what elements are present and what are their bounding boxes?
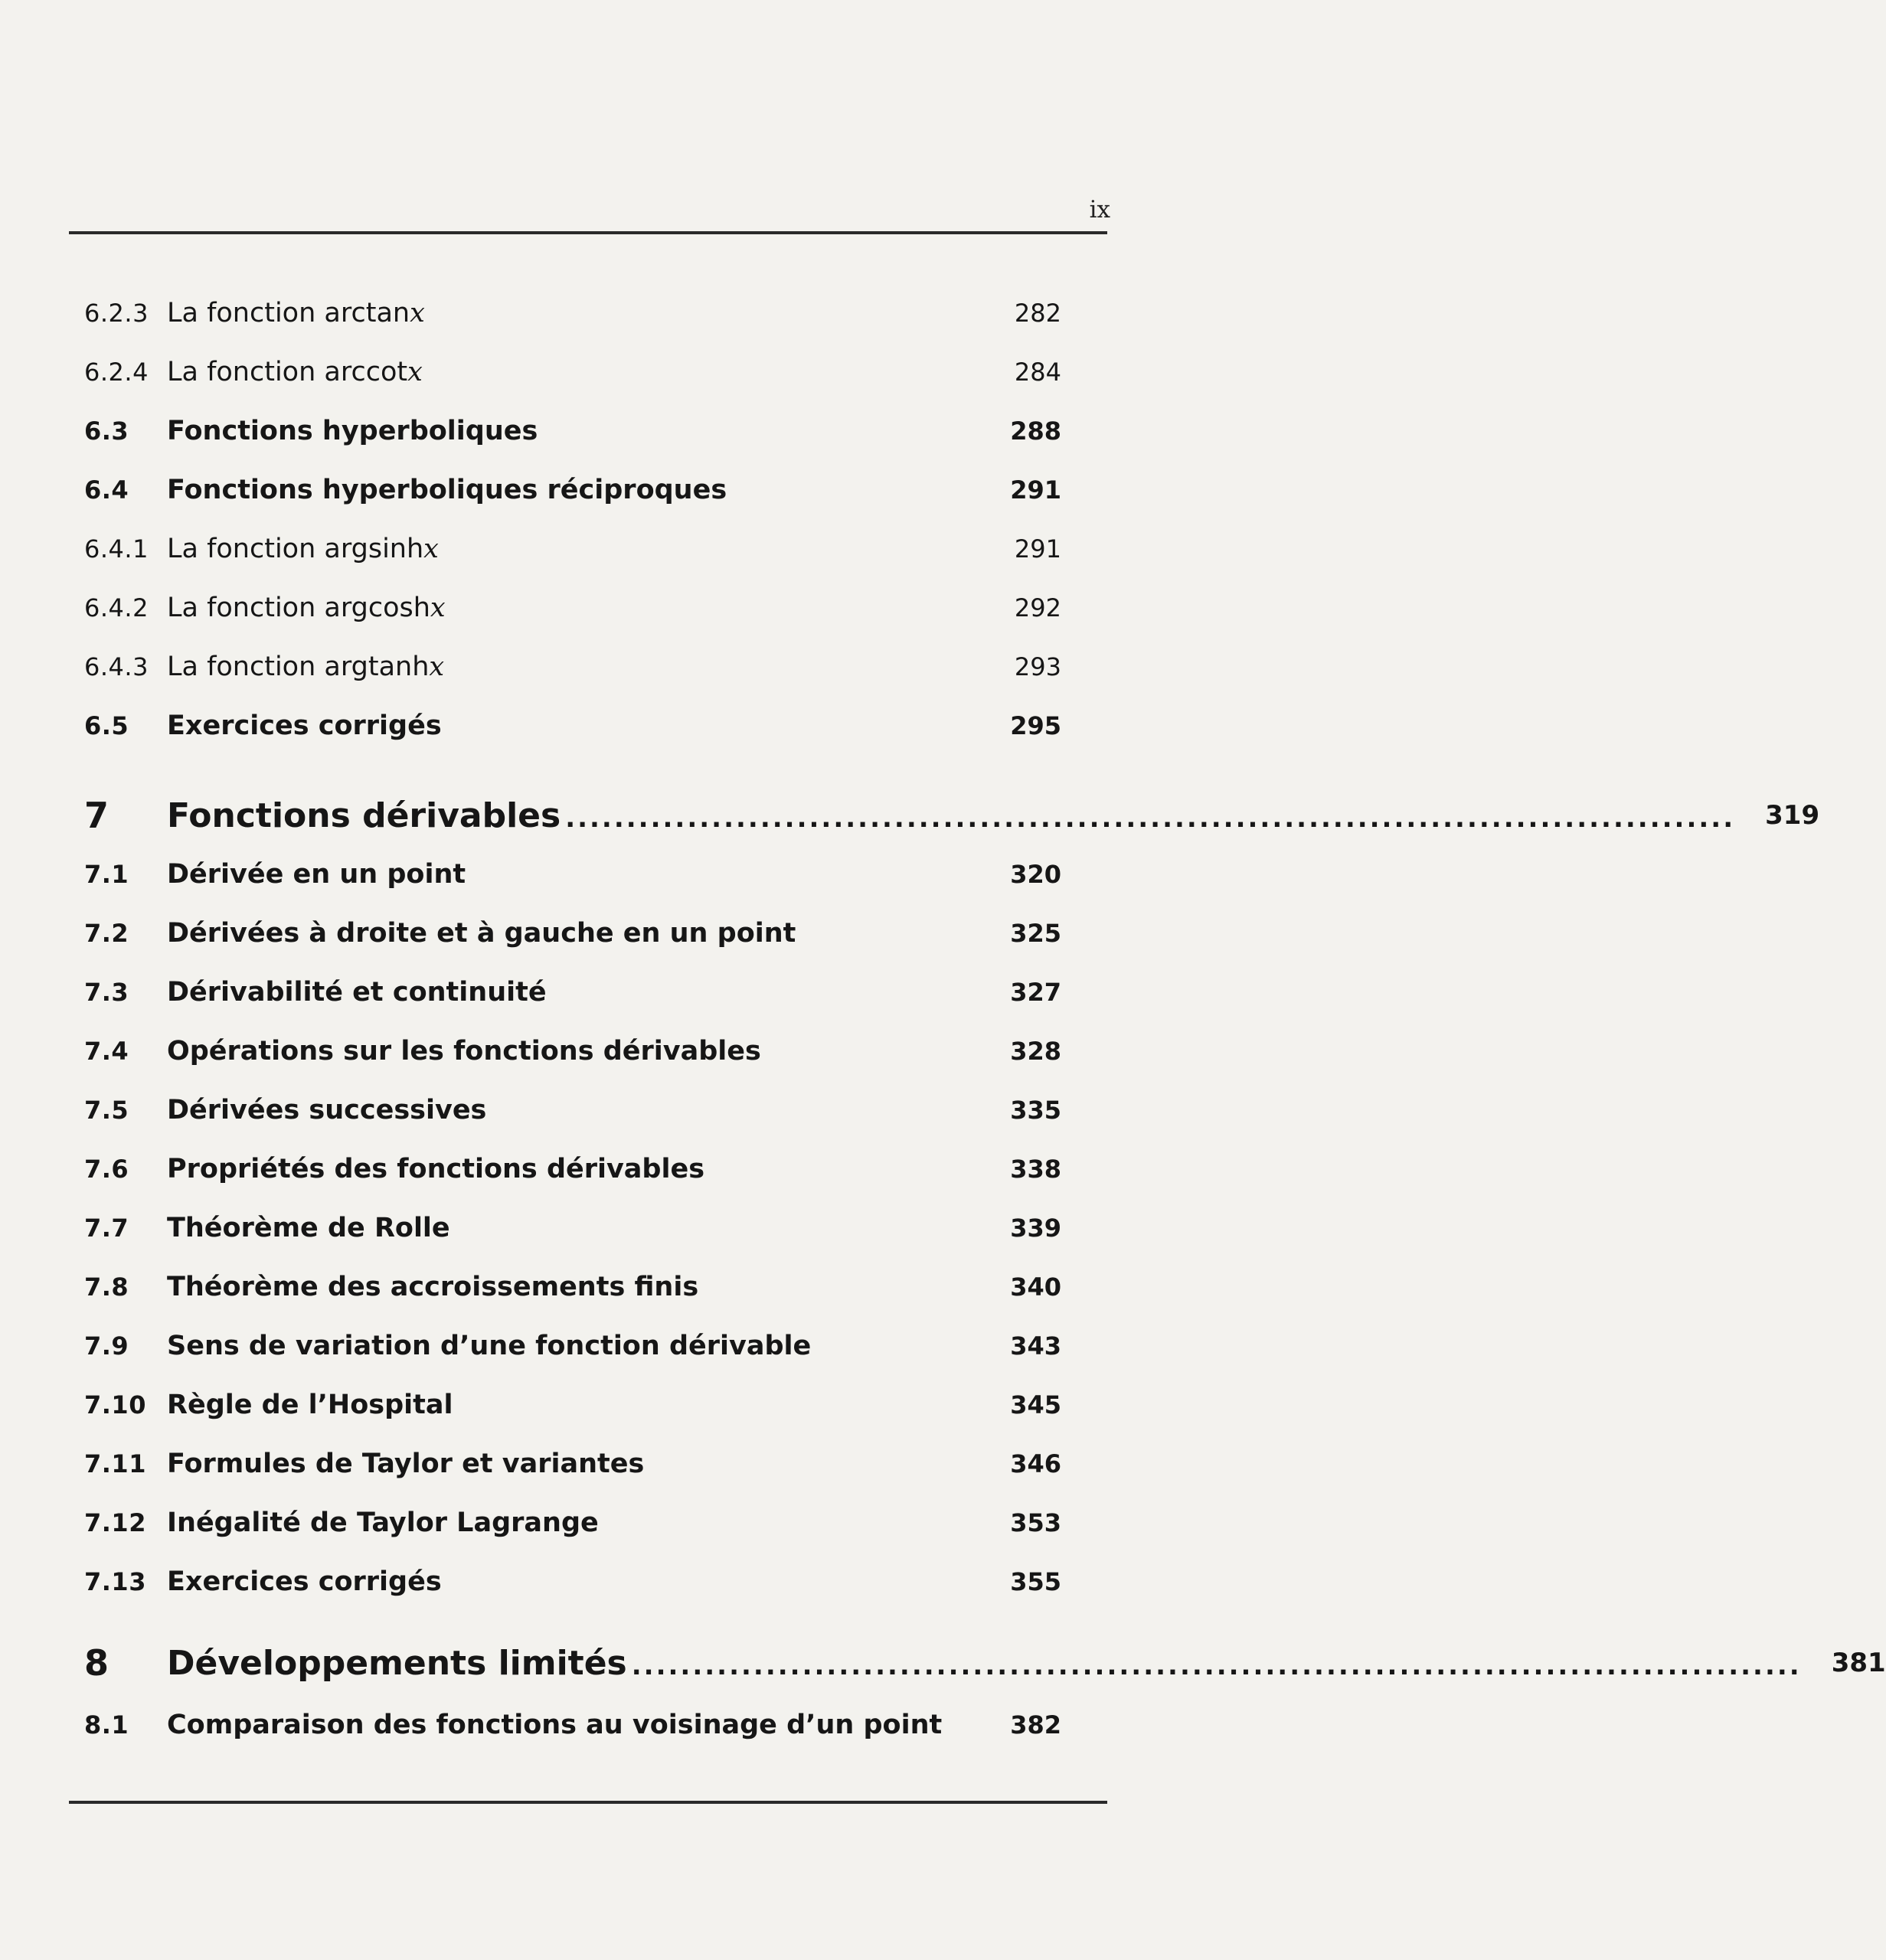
toc-entry-8-1[interactable] (84, 1702, 1061, 1748)
entry-number: 7.13 (84, 1567, 146, 1596)
toc-entry-7-2[interactable] (84, 910, 1061, 956)
chapter-page: 381 (1831, 1648, 1886, 1678)
entry-page: 293 (1014, 652, 1061, 681)
entry-number: 7.7 (84, 1214, 129, 1243)
entry-page: 292 (1014, 593, 1061, 622)
entry-title: Dérivabilité et continuité (167, 977, 547, 1008)
toc-entry-6-4-2[interactable] (84, 585, 1061, 631)
dot-leader: ................................................................................................ (631, 1650, 1802, 1681)
chapter-title: Fonctions dérivables ................................................................................................ (167, 795, 1736, 835)
entry-number: 7.8 (84, 1272, 129, 1302)
entry-page: 284 (1014, 358, 1061, 387)
entry-page: 291 (1014, 534, 1061, 564)
entry-page: 338 (1010, 1155, 1061, 1184)
toc-entry-7-10[interactable] (84, 1382, 1061, 1428)
toc-entry-7-5[interactable] (84, 1087, 1061, 1133)
entry-number: 8.1 (84, 1710, 129, 1740)
entry-title: La fonction arccotx (167, 357, 423, 387)
entry-number: 7.2 (84, 919, 129, 948)
toc-entry-6-4-1[interactable] (84, 526, 1061, 572)
entry-page: 353 (1010, 1508, 1061, 1537)
entry-title: Fonctions hyperboliques (167, 416, 538, 446)
entry-page: 327 (1010, 978, 1061, 1007)
toc-entry-6-3[interactable] (84, 408, 1061, 454)
entry-page: 346 (1010, 1449, 1061, 1478)
entry-page: 339 (1010, 1214, 1061, 1243)
entry-number: 6.4.3 (84, 652, 149, 681)
entry-number: 6.4.2 (84, 593, 149, 622)
entry-title: Sens de variation d’une fonction dérivable (167, 1331, 812, 1361)
entry-title: Théorème de Rolle (167, 1213, 450, 1243)
entry-page: 343 (1010, 1331, 1061, 1361)
toc-entry-7-8[interactable] (84, 1264, 1061, 1310)
header-rule (69, 231, 1107, 234)
entry-number: 6.4.1 (84, 534, 149, 564)
entry-number: 6.3 (84, 416, 129, 446)
toc-entry-7-7[interactable] (84, 1205, 1061, 1251)
entry-number: 7.12 (84, 1508, 146, 1537)
entry-page: 345 (1010, 1390, 1061, 1419)
toc-entry-7-4[interactable] (84, 1028, 1061, 1074)
entry-page: 282 (1014, 299, 1061, 328)
entry-page: 288 (1010, 416, 1061, 446)
toc-entry-7-13[interactable] (84, 1559, 1061, 1605)
entry-number: 7.4 (84, 1037, 129, 1066)
entry-number: 7.1 (84, 860, 129, 889)
toc-entry-7-3[interactable] (84, 969, 1061, 1015)
entry-title: Formules de Taylor et variantes (167, 1449, 645, 1479)
entry-page: 355 (1010, 1567, 1061, 1596)
entry-title: Exercices corrigés (167, 710, 442, 741)
entry-title: Dérivées à droite et à gauche en un point (167, 918, 796, 949)
toc-entry-7-6[interactable] (84, 1146, 1061, 1192)
footer-rule (69, 1801, 1107, 1804)
entry-title: Propriétés des fonctions dérivables (167, 1154, 705, 1184)
chapter-number: 8 (84, 1642, 109, 1684)
entry-number: 7.11 (84, 1449, 146, 1478)
entry-number: 6.4 (84, 475, 129, 505)
toc-entry-7-11[interactable] (84, 1441, 1061, 1487)
entry-title: Fonctions hyperboliques réciproques (167, 475, 727, 505)
entry-page: 325 (1010, 919, 1061, 948)
entry-page: 328 (1010, 1037, 1061, 1066)
entry-page: 340 (1010, 1272, 1061, 1302)
entry-title: La fonction argsinhx (167, 534, 439, 564)
entry-page: 382 (1010, 1710, 1061, 1740)
entry-number: 6.2.4 (84, 358, 149, 387)
entry-number: 6.5 (84, 711, 129, 740)
entry-title: Exercices corrigés (167, 1566, 442, 1597)
toc-entry-7-12[interactable] (84, 1500, 1061, 1546)
entry-title: Inégalité de Taylor Lagrange (167, 1508, 599, 1538)
dot-leader: ................................................................................................ (565, 802, 1736, 834)
chapter-page: 319 (1765, 800, 1820, 831)
toc-entry-6-2-3[interactable] (84, 290, 1061, 336)
toc-entry-6-4-3[interactable] (84, 644, 1061, 690)
entry-title: Règle de l’Hospital (167, 1390, 453, 1420)
chapter-title: Développements limités ................................................................................................ (167, 1643, 1802, 1683)
toc-entry-6-4[interactable] (84, 467, 1061, 513)
entry-page: 320 (1010, 860, 1061, 889)
entry-title: Théorème des accroissements finis (167, 1272, 699, 1302)
chapter-number: 7 (84, 795, 109, 836)
entry-title: Dérivées successives (167, 1095, 487, 1125)
entry-title: La fonction arctanx (167, 298, 425, 328)
entry-title: La fonction argtanhx (167, 652, 445, 682)
entry-number: 7.6 (84, 1155, 129, 1184)
entry-title: Comparaison des fonctions au voisinage d’un point (167, 1710, 943, 1740)
entry-page: 335 (1010, 1096, 1061, 1125)
page-number: ix (1089, 196, 1110, 224)
entry-number: 7.3 (84, 978, 129, 1007)
entry-page: 291 (1010, 475, 1061, 505)
entry-title: Opérations sur les fonctions dérivables (167, 1036, 761, 1067)
toc-entry-7-1[interactable] (84, 851, 1061, 897)
toc-chapter-8[interactable] (84, 1638, 1886, 1688)
entry-title: Dérivée en un point (167, 859, 466, 890)
toc-entry-6-5[interactable] (84, 703, 1061, 749)
entry-page: 295 (1010, 711, 1061, 740)
entry-title: La fonction argcoshx (167, 593, 446, 623)
entry-number: 7.5 (84, 1096, 129, 1125)
toc-chapter-7[interactable] (84, 790, 1820, 841)
entry-number: 6.2.3 (84, 299, 149, 328)
entry-number: 7.9 (84, 1331, 129, 1361)
toc-entry-6-2-4[interactable] (84, 349, 1061, 395)
toc-entry-7-9[interactable] (84, 1323, 1061, 1369)
entry-number: 7.10 (84, 1390, 146, 1419)
